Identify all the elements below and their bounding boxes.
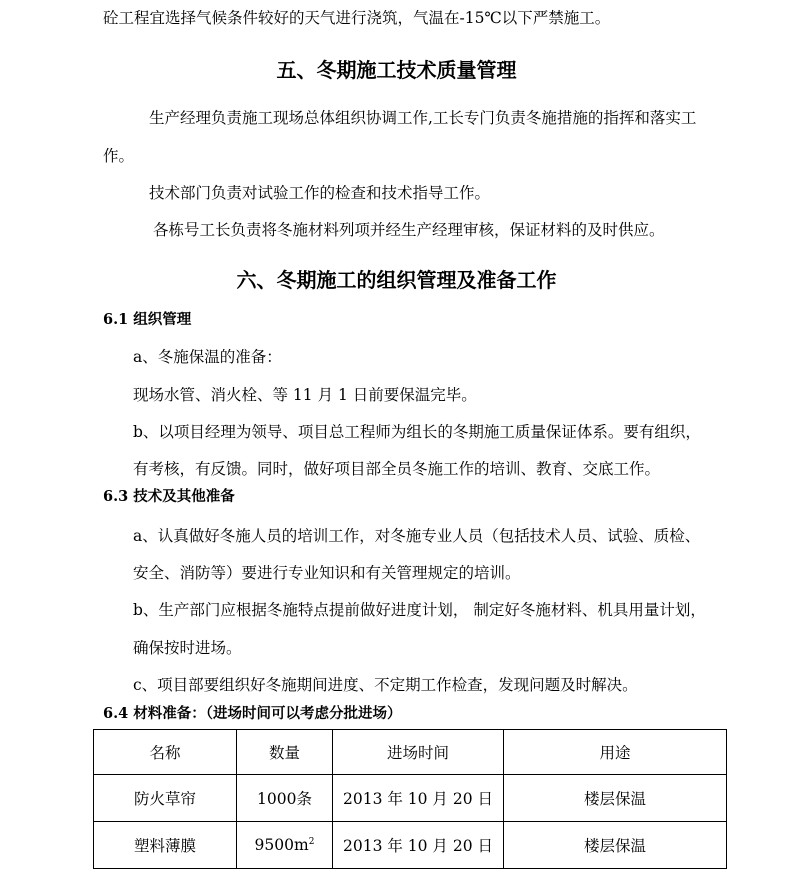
qty-value: 9500m [254,836,309,854]
cell-qty: 1000条 [237,775,333,822]
table-row [94,775,727,822]
cell-date: 2013 年 10 月 20 日 [333,775,504,822]
cell-use: 楼层保温 [504,822,727,869]
paragraph-line: a、冬施保温的准备： [133,348,282,366]
cell-date: 2013 年 10 月 20 日 [333,822,504,869]
paragraph-line: 技术部门负责对试验工作的检查和技术指导工作。 [149,184,491,202]
subsection-6-4-title: 6.4 材料准备：（进场时间可以考虑分批进场） [103,705,402,722]
paragraph-line: 作。 [103,147,135,165]
paragraph-line: a、认真做好冬施人员的培训工作，对冬施专业人员（包括技术人员、试验、质检、 [133,527,701,545]
paragraph-line: b、生产部门应根据冬施特点提前做好进度计划， 制定好冬施材料、机具用量计划， [133,601,706,619]
cell-name: 塑料薄膜 [94,822,237,869]
paragraph-line: 砼工程宜选择气候条件较好的天气进行浇筑，气温在-15℃以下严禁施工。 [103,9,611,27]
paragraph-line: 各栋号工长负责将冬施材料列项并经生产经理审核，保证材料的及时供应。 [153,221,665,239]
header-cell-date: 进场时间 [333,730,504,775]
cell-use: 楼层保温 [504,775,727,822]
table-row [94,822,727,869]
section-6-title: 六、冬期施工的组织管理及准备工作 [236,268,557,292]
paragraph-line: 生产经理负责施工现场总体组织协调工作,工长专门负责冬施措施的指挥和落实工 [149,109,697,127]
subsection-6-3-title: 6.3 技术及其他准备 [103,488,235,505]
table-header-row [94,730,727,775]
paragraph-line: 确保按时进场。 [133,639,242,657]
cell-qty [237,822,333,869]
materials-table [93,729,727,869]
cell-name: 防火草帘 [94,775,237,822]
header-cell-use: 用途 [504,730,727,775]
subsection-6-1-title: 6.1 组织管理 [103,311,192,328]
header-cell-qty: 数量 [237,730,333,775]
header-cell-name: 名称 [94,730,237,775]
paragraph-line: b、以项目经理为领导、项目总工程师为组长的冬期施工质量保证体系。要有组织， [133,423,701,441]
paragraph-line: c、项目部要组织好冬施期间进度、不定期工作检查，发现问题及时解决。 [133,676,638,694]
section-5-title: 五、冬期施工技术质量管理 [276,58,517,82]
paragraph-line: 有考核，有反馈。同时，做好项目部全员冬施工作的培训、教育、交底工作。 [133,460,661,478]
qty-superscript: 2 [308,836,315,847]
paragraph-line: 现场水管、消火栓、等 11 月 1 日前要保温完毕。 [133,386,477,404]
paragraph-line: 安全、消防等）要进行专业知识和有关管理规定的培训。 [133,564,521,582]
